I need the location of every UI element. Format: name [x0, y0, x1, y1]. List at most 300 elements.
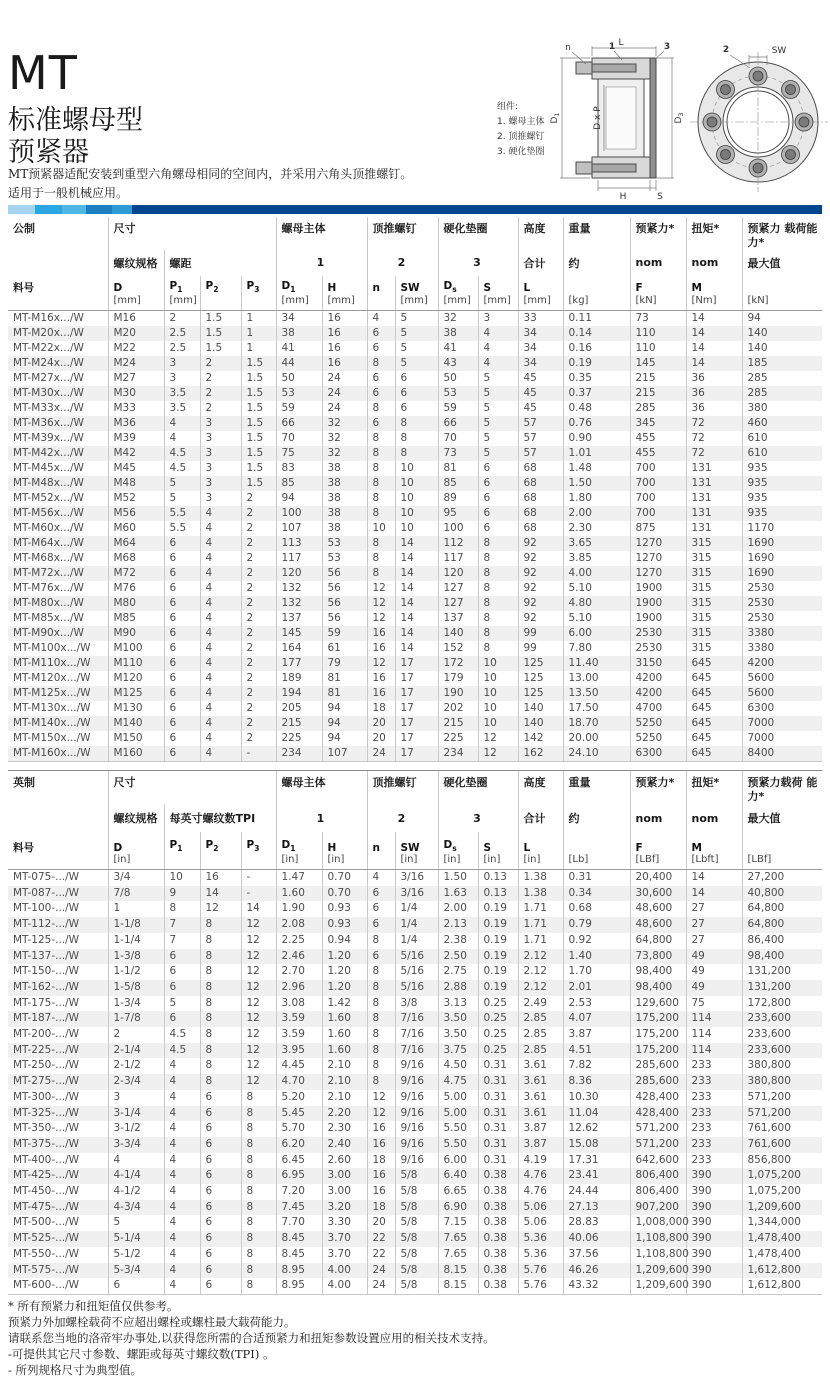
data-cell: 2-3/4 [108, 1074, 164, 1090]
data-cell: 8 [478, 536, 518, 551]
data-cell: 9/16 [395, 1074, 438, 1090]
data-cell: 3.85 [563, 551, 630, 566]
part-no-cell: MT-M120x.../W [13, 671, 91, 684]
data-cell: 0.31 [478, 1106, 518, 1122]
data-cell: 4 [200, 521, 241, 536]
data-cell: 16 [322, 326, 367, 341]
data-cell: 0.19 [478, 964, 518, 980]
data-cell: 2 [241, 701, 276, 716]
data-cell: 34 [518, 341, 563, 356]
data-cell: 7.80 [563, 641, 630, 656]
sub-header: 螺距 [164, 250, 276, 276]
sub-header: nom [686, 250, 742, 276]
data-cell: 8 [478, 551, 518, 566]
data-cell: 9/16 [395, 1058, 438, 1074]
data-cell: 3.87 [563, 1027, 630, 1043]
data-cell: 285 [742, 371, 822, 386]
data-cell: 6 [164, 701, 200, 716]
data-cell: 22 [367, 1231, 395, 1247]
data-cell: 2 [200, 356, 241, 371]
part-no-cell: MT-M20x.../W [13, 326, 84, 339]
data-cell: 15.08 [563, 1137, 630, 1153]
data-cell: 142 [518, 731, 563, 746]
data-cell: M45 [108, 461, 164, 476]
data-cell: 5 [395, 341, 438, 356]
data-cell: 2.46 [276, 949, 322, 965]
data-cell: 5 [395, 356, 438, 371]
data-cell: 1270 [630, 536, 686, 551]
data-cell: 24 [367, 1263, 395, 1279]
group-header: 重量 [563, 217, 630, 250]
data-cell: 4 [200, 641, 241, 656]
data-cell: 3-3/4 [108, 1137, 164, 1153]
data-cell: 53 [276, 386, 322, 401]
data-cell: 56 [322, 581, 367, 596]
data-cell: 16 [322, 341, 367, 356]
data-cell: 1270 [630, 566, 686, 581]
data-cell: 3 [200, 446, 241, 461]
data-cell: 0.31 [478, 1058, 518, 1074]
column-header: SW [mm] [395, 276, 438, 311]
data-cell: 14 [686, 356, 742, 371]
table-row [8, 980, 822, 996]
data-cell: 5 [108, 1215, 164, 1231]
page-header [8, 46, 143, 169]
data-cell: 117 [276, 551, 322, 566]
data-cell: 2530 [742, 611, 822, 626]
data-cell: 17 [395, 731, 438, 746]
data-cell: 27,200 [742, 870, 822, 886]
accent-bar-segment [35, 205, 62, 214]
table-row [8, 1090, 822, 1106]
data-cell: 16 [367, 1137, 395, 1153]
data-cell: 73 [438, 446, 478, 461]
data-cell: 4 [164, 1231, 200, 1247]
data-cell: 4 [164, 1247, 200, 1263]
data-cell: 6 [478, 506, 518, 521]
data-cell: 10 [395, 476, 438, 491]
drawing-svg [546, 38, 830, 204]
data-cell: 1.20 [322, 949, 367, 965]
data-cell: 8 [200, 933, 241, 949]
part-no-cell: MT-575-.../W [13, 1263, 80, 1276]
data-cell: 1,478,400 [742, 1231, 822, 1247]
data-cell: 4.00 [563, 566, 630, 581]
part-no-cell: MT-162-.../W [13, 980, 80, 993]
group-header: 高度 [518, 771, 563, 804]
data-cell: 6 [200, 1263, 241, 1279]
column-header: S [in] [478, 832, 518, 870]
data-cell: 8 [367, 476, 395, 491]
column-header: H [in] [322, 832, 367, 870]
column-header-row [8, 832, 822, 870]
data-cell: 7/16 [395, 1011, 438, 1027]
data-cell: 6 [164, 581, 200, 596]
data-cell: 1,209,600 [630, 1263, 686, 1279]
data-cell: 2 [241, 671, 276, 686]
data-cell: 3.75 [438, 1043, 478, 1059]
table-row [8, 1278, 822, 1294]
data-cell: 131 [686, 506, 742, 521]
data-cell: 2 [241, 716, 276, 731]
sub-header: 螺纹规格 [108, 804, 164, 832]
data-cell: 140 [742, 326, 822, 341]
data-cell: 7 [164, 917, 200, 933]
table-row [8, 1121, 822, 1137]
data-cell: 4 [478, 341, 518, 356]
data-cell: 107 [276, 521, 322, 536]
sub-header: 约 [563, 804, 630, 832]
data-cell: 4 [200, 746, 241, 762]
data-cell: 131 [686, 476, 742, 491]
data-cell: 4 [478, 356, 518, 371]
data-cell: 0.38 [478, 1231, 518, 1247]
data-cell: 1,344,000 [742, 1215, 822, 1231]
data-cell: 1-7/8 [108, 1011, 164, 1027]
data-cell: 233 [686, 1153, 742, 1169]
data-cell: 4 [200, 686, 241, 701]
data-cell: 1.5 [241, 401, 276, 416]
data-cell: 8 [241, 1278, 276, 1294]
data-cell: 8 [200, 964, 241, 980]
data-cell: 107 [322, 746, 367, 762]
data-cell: 8.15 [438, 1278, 478, 1294]
data-cell: 10 [478, 656, 518, 671]
data-cell: M56 [108, 506, 164, 521]
data-cell: 5/8 [395, 1278, 438, 1294]
part-no-cell: MT-225-.../W [13, 1043, 80, 1056]
data-cell: 94 [322, 701, 367, 716]
data-cell: 94 [322, 731, 367, 746]
sub-header: 2 [367, 804, 438, 832]
data-cell: 856,800 [742, 1153, 822, 1169]
data-cell: 390 [686, 1184, 742, 1200]
data-cell: 137 [438, 611, 478, 626]
data-cell: 33 [518, 310, 563, 326]
accent-bar-segment [112, 205, 132, 214]
column-header: $P_2$ [200, 276, 241, 311]
data-cell: 390 [686, 1263, 742, 1279]
data-cell: 8 [478, 596, 518, 611]
data-cell: 114 [686, 1011, 742, 1027]
data-cell: 56 [322, 611, 367, 626]
data-cell: 1.5 [200, 310, 241, 326]
data-cell: 12 [241, 1058, 276, 1074]
data-cell: 8 [367, 933, 395, 949]
data-cell: 6 [164, 686, 200, 701]
data-cell: 8 [367, 1027, 395, 1043]
data-cell: 1,612,800 [742, 1278, 822, 1294]
data-cell: 1.63 [438, 886, 478, 902]
data-cell: 2.49 [518, 996, 563, 1012]
data-cell: 27 [686, 933, 742, 949]
data-cell: 59 [276, 401, 322, 416]
group-header-row [8, 771, 822, 804]
data-cell: 3-1/2 [108, 1121, 164, 1137]
data-cell: 27.13 [563, 1200, 630, 1216]
data-cell: 3.61 [518, 1106, 563, 1122]
data-cell: 0.31 [478, 1121, 518, 1137]
data-cell: 61 [322, 641, 367, 656]
data-cell: 2 [241, 656, 276, 671]
data-cell: 92 [518, 611, 563, 626]
data-cell: 2 [241, 536, 276, 551]
data-cell: 59 [438, 401, 478, 416]
data-cell: 0.38 [478, 1215, 518, 1231]
data-cell: 6 [367, 371, 395, 386]
part-no-cell: MT-600-.../W [8, 1278, 108, 1294]
data-cell: 2.20 [322, 1106, 367, 1122]
data-cell: 12 [241, 917, 276, 933]
data-cell: 7.65 [438, 1231, 478, 1247]
sub-header: 3 [438, 804, 518, 832]
data-cell: 44 [276, 356, 322, 371]
data-cell: 24 [322, 371, 367, 386]
data-cell: 10 [478, 671, 518, 686]
table-row [8, 326, 822, 341]
data-cell: 129,600 [630, 996, 686, 1012]
part-no-cell: MT-M45x.../W [13, 461, 84, 474]
data-cell: 1.5 [241, 371, 276, 386]
part-no-cell: MT-M22x.../W [13, 341, 84, 354]
data-cell: 81 [322, 671, 367, 686]
data-cell: 8 [367, 536, 395, 551]
data-cell: 0.79 [563, 917, 630, 933]
spec-table [8, 217, 822, 762]
group-header: 高度 [518, 217, 563, 250]
data-cell: M72 [108, 566, 164, 581]
data-cell: 4.5 [164, 1043, 200, 1059]
data-cell: 11.04 [563, 1106, 630, 1122]
data-cell: 7.70 [276, 1215, 322, 1231]
data-cell: 172,800 [742, 996, 822, 1012]
data-cell: 4700 [630, 701, 686, 716]
table-row [8, 386, 822, 401]
sub-header: nom [630, 250, 686, 276]
data-cell: 79 [322, 656, 367, 671]
description-line-1: MT预紧器适配安装到重型六角螺母相同的空间内，并采用六角头顶推螺钉。 [8, 167, 413, 181]
table-row [8, 917, 822, 933]
data-cell: 145 [276, 626, 322, 641]
data-cell: 4 [200, 716, 241, 731]
data-cell: 10 [395, 491, 438, 506]
data-cell: 1,075,200 [742, 1168, 822, 1184]
data-cell: 0.93 [322, 901, 367, 917]
data-cell: 6 [367, 341, 395, 356]
data-cell: 4.00 [322, 1263, 367, 1279]
data-cell: 1.20 [322, 980, 367, 996]
group-header: 顶推螺钉 [367, 771, 438, 804]
part-no-cell: MT-M33x.../W [13, 401, 84, 414]
part-no-cell: MT-M24x.../W [13, 356, 84, 369]
data-cell: 20 [367, 731, 395, 746]
data-cell: 6 [164, 536, 200, 551]
data-cell: 38 [322, 476, 367, 491]
data-cell: 2.5 [164, 326, 200, 341]
data-cell: 5.06 [518, 1215, 563, 1231]
column-header: n [367, 832, 395, 870]
data-cell: 4.70 [276, 1074, 322, 1090]
data-cell: 3.59 [276, 1027, 322, 1043]
data-cell: 2 [241, 566, 276, 581]
data-cell: 0.35 [563, 371, 630, 386]
data-cell: 6.90 [438, 1200, 478, 1216]
data-cell: M90 [108, 626, 164, 641]
data-cell: 455 [630, 431, 686, 446]
data-cell: 4 [200, 551, 241, 566]
technical-drawing [546, 38, 830, 208]
data-cell: 98,400 [630, 980, 686, 996]
table-row [8, 641, 822, 656]
data-cell: 5 [478, 416, 518, 431]
data-cell: 1.5 [200, 341, 241, 356]
data-cell: 1270 [630, 551, 686, 566]
data-cell: 6 [164, 596, 200, 611]
subtitle-line-2: 预紧器 [8, 136, 89, 168]
table-row [8, 371, 822, 386]
data-cell: 131,200 [742, 964, 822, 980]
data-cell: 3.50 [438, 1011, 478, 1027]
data-cell: 645 [686, 716, 742, 731]
data-cell: 0.38 [478, 1168, 518, 1184]
data-cell: 0.92 [563, 933, 630, 949]
sub-header: 最大值 [742, 804, 822, 832]
data-cell: 2.70 [276, 964, 322, 980]
data-cell: 145 [630, 356, 686, 371]
data-cell: 571,200 [742, 1106, 822, 1122]
data-cell: 14 [395, 551, 438, 566]
table-row [8, 949, 822, 965]
data-cell: 1/4 [395, 933, 438, 949]
data-cell: - [241, 870, 276, 886]
data-cell: 94 [742, 310, 822, 326]
data-cell: 8.15 [438, 1263, 478, 1279]
data-cell: 10 [164, 870, 200, 886]
data-cell: 1/4 [395, 917, 438, 933]
data-cell: 645 [686, 686, 742, 701]
data-cell: 12 [241, 964, 276, 980]
data-cell: 4 [200, 506, 241, 521]
data-cell: 36 [686, 386, 742, 401]
data-cell: 34 [518, 356, 563, 371]
data-cell: 5250 [630, 731, 686, 746]
table-row [8, 341, 822, 356]
column-header: H [mm] [322, 276, 367, 311]
data-cell: 6 [367, 901, 395, 917]
data-cell: 24.44 [563, 1184, 630, 1200]
data-cell: 1-5/8 [108, 980, 164, 996]
group-header: 预紧力* [630, 771, 686, 804]
data-cell: 3.70 [322, 1231, 367, 1247]
data-cell: 32 [438, 310, 478, 326]
data-cell: 225 [276, 731, 322, 746]
data-cell: M27 [108, 371, 164, 386]
data-cell: M85 [108, 611, 164, 626]
data-cell: 5/8 [395, 1200, 438, 1216]
part-no-cell: MT-525-.../W [13, 1232, 80, 1245]
accent-bar-segment [62, 205, 86, 214]
part-no-header: 料号 [8, 276, 108, 311]
data-cell: 6 [164, 949, 200, 965]
data-cell: 3.00 [322, 1184, 367, 1200]
data-cell: 0.38 [478, 1200, 518, 1216]
data-cell: 390 [686, 1278, 742, 1294]
subtitle-line-1: 标准螺母型 [8, 104, 143, 136]
data-cell: 8 [367, 566, 395, 581]
data-cell: 17.31 [563, 1153, 630, 1169]
data-cell: 64,800 [742, 901, 822, 917]
data-cell: 0.31 [563, 870, 630, 886]
column-header: [LBf] [742, 832, 822, 870]
data-cell: 10 [478, 701, 518, 716]
data-cell: 3 [200, 431, 241, 446]
data-cell: 20.00 [563, 731, 630, 746]
data-cell: 0.70 [322, 886, 367, 902]
table-row [8, 401, 822, 416]
component-item: 2. 顶推螺钉 [497, 131, 545, 142]
group-header: 尺寸 [108, 217, 276, 250]
data-cell: 8 [367, 980, 395, 996]
data-cell: 233 [686, 1090, 742, 1106]
data-cell: 3.00 [322, 1168, 367, 1184]
data-cell: 27 [686, 901, 742, 917]
data-cell: 8 [200, 1074, 241, 1090]
data-cell: 215 [438, 716, 478, 731]
data-cell: 14 [686, 886, 742, 902]
data-cell: 4200 [742, 656, 822, 671]
data-cell: M39 [108, 431, 164, 446]
data-cell: 0.19 [563, 356, 630, 371]
data-cell: 7 [164, 933, 200, 949]
data-cell: 1.5 [241, 431, 276, 446]
data-cell: 38 [322, 491, 367, 506]
data-cell: 285 [742, 386, 822, 401]
data-cell: 1690 [742, 566, 822, 581]
data-cell: 6 [200, 1278, 241, 1294]
data-cell: 6 [367, 416, 395, 431]
data-cell: 700 [630, 476, 686, 491]
table-row [8, 310, 822, 326]
data-cell: 315 [686, 596, 742, 611]
table-row [8, 901, 822, 917]
data-cell: 6 [395, 401, 438, 416]
data-cell: 5.76 [518, 1263, 563, 1279]
data-cell: 5.36 [518, 1231, 563, 1247]
data-cell: 4 [164, 1137, 200, 1153]
data-cell: 0.90 [563, 431, 630, 446]
data-cell: 6 [164, 980, 200, 996]
data-cell: 73,800 [630, 949, 686, 965]
data-cell: 1.60 [322, 1027, 367, 1043]
data-cell: 315 [686, 641, 742, 656]
data-cell: 5.10 [563, 611, 630, 626]
table-row [8, 933, 822, 949]
data-cell: M20 [108, 326, 164, 341]
table-row [8, 1027, 822, 1043]
sub-header: 1 [276, 804, 367, 832]
data-cell: 6300 [630, 746, 686, 762]
data-cell: 215 [276, 716, 322, 731]
group-header: 硬化垫圈 [438, 217, 518, 250]
data-cell: 5 [395, 326, 438, 341]
data-cell: M150 [108, 731, 164, 746]
data-cell: 94 [276, 491, 322, 506]
data-cell: 3/4 [108, 870, 164, 886]
data-cell: 0.16 [563, 341, 630, 356]
table-row [8, 596, 822, 611]
data-cell: 6 [367, 949, 395, 965]
data-cell: 12 [241, 1074, 276, 1090]
